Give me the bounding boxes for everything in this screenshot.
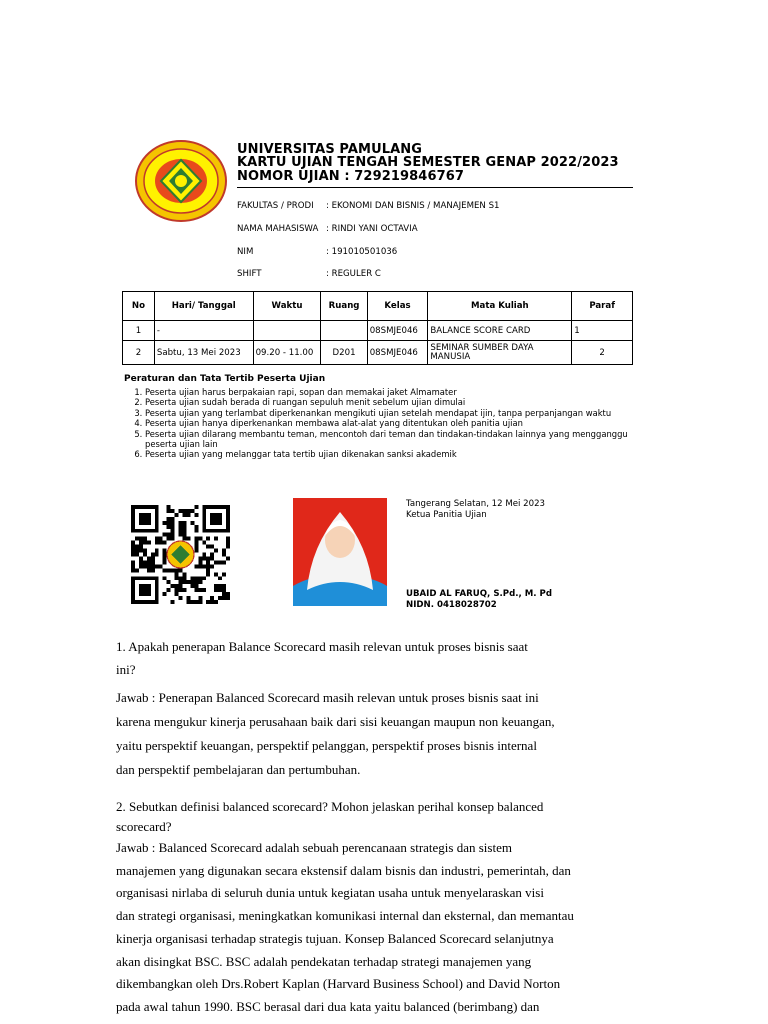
info-value: : 191010501036 bbox=[326, 247, 398, 257]
exam-schedule-table bbox=[122, 291, 633, 365]
text-line: Jawab : Balanced Scorecard adalah sebuah perencanaan strategis dan sistem bbox=[116, 840, 512, 855]
table-cell: 08SMJE046 bbox=[367, 321, 428, 341]
answer-2 bbox=[116, 837, 654, 1019]
text-line: 2. Sebutkan definisi balanced scorecard? Mohon jelaskan perihal konsep balanced bbox=[116, 799, 544, 814]
list-item: 5. Peserta ujian dilarang membantu teman, mencontoh dari teman dan tindakan-tindakan lainnya yang mengganggu peserta ujian lain bbox=[145, 429, 650, 450]
student-photo bbox=[293, 498, 387, 606]
table-cell: 1 bbox=[123, 321, 155, 341]
student-photo-image bbox=[293, 498, 387, 606]
list-item: 1. Peserta ujian harus berpakaian rapi, sopan dan memakai jaket Almamater bbox=[145, 387, 650, 397]
info-value: : EKONOMI DAN BISNIS / MANAJEMEN S1 bbox=[326, 201, 500, 211]
rules-title: Peraturan dan Tata Tertib Peserta Ujian bbox=[124, 374, 326, 384]
table-cell: BALANCE SCORE CARD bbox=[428, 321, 572, 341]
table-cell: 2 bbox=[123, 341, 155, 365]
info-label: NAMA MAHASISWA bbox=[237, 224, 319, 234]
table-cell bbox=[321, 321, 367, 341]
text-line: akan disingkat BSC. BSC adalah pendekatan terhadap strategi manajemen yang bbox=[116, 953, 532, 969]
list-item: 4. Peserta ujian hanya diperkenankan membawa alat-alat yang ditentukan oleh panitia ujian bbox=[145, 418, 650, 428]
table-cell: D201 bbox=[321, 341, 367, 365]
table-row bbox=[123, 341, 633, 365]
table-header: Waktu bbox=[253, 292, 321, 321]
table-header: No bbox=[123, 292, 155, 321]
question-2 bbox=[116, 797, 654, 837]
signatory-nidn: NIDN. 0418028702 bbox=[406, 600, 497, 610]
answer-1 bbox=[116, 686, 654, 782]
text-line: manajemen yang digunakan secara ekstensif dalam bisnis dan industri, pemerintah, dan bbox=[116, 862, 571, 878]
info-row-nim bbox=[237, 247, 397, 257]
table-cell: 08SMJE046 bbox=[367, 341, 428, 365]
table-row bbox=[123, 321, 633, 341]
header-divider bbox=[237, 187, 633, 188]
table-cell: - bbox=[154, 321, 253, 341]
table-cell: SEMINAR SUMBER DAYA MANUSIA bbox=[428, 341, 572, 365]
text-line: scorecard? bbox=[116, 819, 172, 834]
table-cell: 1 bbox=[572, 321, 633, 341]
table-cell: 2 bbox=[572, 341, 633, 365]
info-value: : REGULER C bbox=[326, 269, 381, 279]
text-line: karena mengukur kinerja perusahaan baik dari sisi keuangan maupun non keuangan, bbox=[116, 714, 555, 729]
exam-title: KARTU UJIAN TENGAH SEMESTER GENAP 2022/2023 bbox=[237, 155, 619, 170]
table-header: Ruang bbox=[321, 292, 367, 321]
table-header: Paraf bbox=[572, 292, 633, 321]
text-line: pada awal tahun 1990. BSC berasal dari dua kata yaitu balanced (berimbang) dan bbox=[116, 998, 540, 1014]
table-cell bbox=[253, 321, 321, 341]
rules-list bbox=[126, 387, 650, 460]
text-line: dan perspektif pembelajaran dan pertumbuhan. bbox=[116, 762, 361, 777]
list-item: 6. Peserta ujian yang melanggar tata tertib ujian dikenakan sanksi akademik bbox=[145, 449, 650, 459]
exam-number: NOMOR UJIAN : 729219846767 bbox=[237, 169, 465, 184]
university-name: UNIVERSITAS PAMULANG bbox=[237, 142, 423, 157]
text-line: 1. Apakah penerapan Balance Scorecard masih relevan untuk proses bisnis saat bbox=[116, 639, 528, 654]
signature-position: Ketua Panitia Ujian bbox=[406, 510, 487, 520]
text-line: Jawab : Penerapan Balanced Scorecard masih relevan untuk proses bisnis saat ini bbox=[116, 690, 539, 705]
table-header: Kelas bbox=[367, 292, 428, 321]
table-header: Hari/ Tanggal bbox=[154, 292, 253, 321]
text-line: organisasi nirlaba di seluruh dunia untuk kegiatan usaha untuk menyelaraskan visi bbox=[116, 885, 544, 901]
text-line: kinerja organisasi terhadap strategis tujuan. Konsep Balanced Scorecard selanjutnya bbox=[116, 930, 554, 946]
info-label: SHIFT bbox=[237, 269, 262, 279]
signature-place-date: Tangerang Selatan, 12 Mei 2023 bbox=[406, 499, 546, 509]
text-line: ini? bbox=[116, 662, 136, 677]
table-header: Mata Kuliah bbox=[428, 292, 572, 321]
text-line: dan strategi organisasi, meningkatkan komunikasi internal dan eksternal, dan memantau bbox=[116, 908, 574, 924]
university-logo bbox=[135, 140, 227, 222]
table-cell: Sabtu, 13 Mei 2023 bbox=[154, 341, 253, 365]
info-value: : RINDI YANI OCTAVIA bbox=[326, 224, 418, 234]
info-row-name bbox=[237, 224, 418, 234]
info-label: FAKULTAS / PRODI bbox=[237, 201, 314, 211]
question-1 bbox=[116, 635, 654, 681]
qr-code-icon bbox=[131, 505, 230, 604]
info-label: NIM bbox=[237, 247, 254, 257]
info-row-faculty bbox=[237, 201, 500, 211]
text-line: dikembangkan oleh Drs.Robert Kaplan (Harvard Business School) and David Norton bbox=[116, 976, 561, 992]
table-header-row bbox=[123, 292, 633, 321]
list-item: 3. Peserta ujian yang terlambat diperkenankan mengikuti ujian setelah mendapat ijin, tanpa perpanjangan waktu bbox=[145, 408, 650, 418]
table-cell: 09.20 - 11.00 bbox=[253, 341, 321, 365]
signatory-name: UBAID AL FARUQ, S.Pd., M. Pd bbox=[406, 589, 552, 599]
list-item: 2. Peserta ujian sudah berada di ruangan sepuluh menit sebelum ujian dimulai bbox=[145, 397, 650, 407]
text-line: yaitu perspektif keuangan, perspektif pelanggan, perspektif proses bisnis internal bbox=[116, 738, 537, 753]
info-row-shift bbox=[237, 269, 381, 279]
